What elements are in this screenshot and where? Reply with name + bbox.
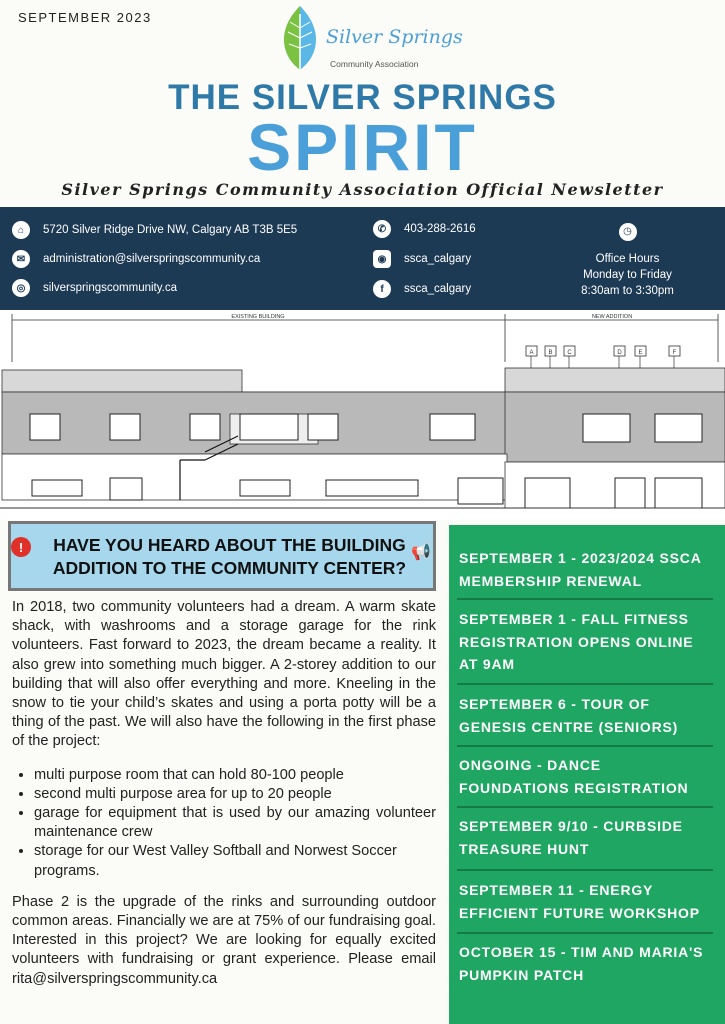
contact-band xyxy=(0,207,725,310)
existing-building-label: EXISTING BUILDING xyxy=(231,314,285,320)
article-heading-box xyxy=(8,521,436,591)
globe-icon: ◎ xyxy=(12,279,30,297)
logo-name: Silver Springs xyxy=(326,26,463,48)
event-divider xyxy=(457,598,713,600)
marker-d: D xyxy=(617,350,622,356)
address-text: 5720 Silver Ridge Drive NW, Calgary AB T3B 5E5 xyxy=(43,224,298,236)
email-item[interactable] xyxy=(12,250,260,268)
event-divider xyxy=(457,745,713,747)
newsletter-title: THE SILVER SPRINGS xyxy=(168,78,557,117)
facebook-text[interactable]: ssca_calgary xyxy=(404,283,472,295)
list-item: • garage for equipment that is used by our amazing volunteer maintenance crew xyxy=(34,804,436,842)
issue-date: SEPTEMBER 2023 xyxy=(18,10,152,25)
building-elevation-drawing xyxy=(0,310,725,520)
event-divider xyxy=(457,932,713,934)
list-item: • second multi purpose area for up to 20 people xyxy=(34,785,436,804)
website-text[interactable]: silverspringscommunity.ca xyxy=(43,282,177,294)
marker-f: F xyxy=(672,350,677,356)
marker-e: E xyxy=(638,350,643,356)
office-hours-days: Monday to Friday xyxy=(583,269,672,281)
office-hours-label: Office Hours xyxy=(595,253,660,265)
clock-icon: ◷ xyxy=(619,223,637,241)
megaphone-icon: 📢 xyxy=(411,544,431,561)
website-item[interactable] xyxy=(12,279,177,297)
logo-subtitle: Community Association xyxy=(330,59,419,69)
event-divider xyxy=(457,806,713,808)
tagline: Silver Springs Community Association Official Newsletter xyxy=(61,180,664,199)
alert-icon: ! xyxy=(11,537,31,557)
email-text[interactable]: administration@silverspringscommunity.ca xyxy=(43,253,261,265)
article-heading: HAVE YOU HEARD ABOUT THE BUILDING ADDITION TO THE COMMUNITY CENTER? xyxy=(52,535,407,578)
instagram-item[interactable] xyxy=(373,250,471,268)
marker-b: B xyxy=(548,350,553,356)
address-item xyxy=(12,221,297,239)
event-item: SEPTEMBER 9/10 - CURBSIDE TREASURE HUNT xyxy=(459,818,683,857)
article-paragraph-1: In 2018, two community volunteers had a dream. A warm skate shack, with washrooms and a storage garage for the rink volunteers. Fast forward to 2023, the dream became a reality. It also grew into something much bigger. A 2-storey addition to our building that will also offer everything and more. Kneeling in the snow to tie your child’s skates and using a porta potty will be a thing of the past. We will also have the following in the first phase of the project: xyxy=(12,599,436,750)
event-item: SEPTEMBER 6 - TOUR OF GENESIS CENTRE (SENIORS) xyxy=(459,696,679,735)
event-item: ONGOING - DANCE FOUNDATIONS REGISTRATION xyxy=(459,757,689,796)
instagram-icon: ◉ xyxy=(373,250,391,268)
marker-a: A xyxy=(529,350,534,356)
email-icon: ✉ xyxy=(12,250,30,268)
facebook-item[interactable] xyxy=(373,280,471,298)
new-addition-label: NEW ADDITION xyxy=(591,314,633,320)
event-item: SEPTEMBER 1 - 2023/2024 SSCA MEMBERSHIP RENEWAL xyxy=(459,550,702,589)
article-paragraph-2: Phase 2 is the upgrade of the rinks and surrounding outdoor common areas. Financially we are at 75% of our fundraising goal. Interested in this project? We are looking for equally excited volunteers with fundraising or grant experience. Please email rita@silverspringscommunity.ca xyxy=(12,893,436,987)
phone-item[interactable] xyxy=(373,220,476,238)
phone-text[interactable]: 403-288-2616 xyxy=(404,223,476,235)
phase-one-list xyxy=(12,766,436,881)
home-icon: ⌂ xyxy=(12,221,30,239)
events-column xyxy=(449,525,725,1024)
office-hours xyxy=(570,223,685,299)
facebook-icon: f xyxy=(373,280,391,298)
logo xyxy=(278,4,468,76)
list-item: • storage for our West Valley Softball and Norwest Soccer programs. xyxy=(34,842,436,880)
article-body xyxy=(12,598,436,989)
list-item: • multi purpose room that can hold 80-100 people xyxy=(34,766,436,785)
phone-icon: ✆ xyxy=(373,220,391,238)
marker-c: C xyxy=(567,350,572,356)
newsletter-title-spirit: SPIRIT xyxy=(247,110,478,184)
instagram-text[interactable]: ssca_calgary xyxy=(404,253,472,265)
event-divider xyxy=(457,869,713,871)
leaf-icon xyxy=(278,4,322,74)
event-item: SEPTEMBER 11 - ENERGY EFFICIENT FUTURE WORKSHOP xyxy=(459,882,700,921)
office-hours-times: 8:30am to 3:30pm xyxy=(581,285,674,297)
event-item: OCTOBER 15 - TIM AND MARIA'S PUMPKIN PATCH xyxy=(459,944,704,983)
event-item: SEPTEMBER 1 - FALL FITNESS REGISTRATION OPENS ONLINE AT 9AM xyxy=(459,611,694,672)
event-divider xyxy=(457,683,713,685)
